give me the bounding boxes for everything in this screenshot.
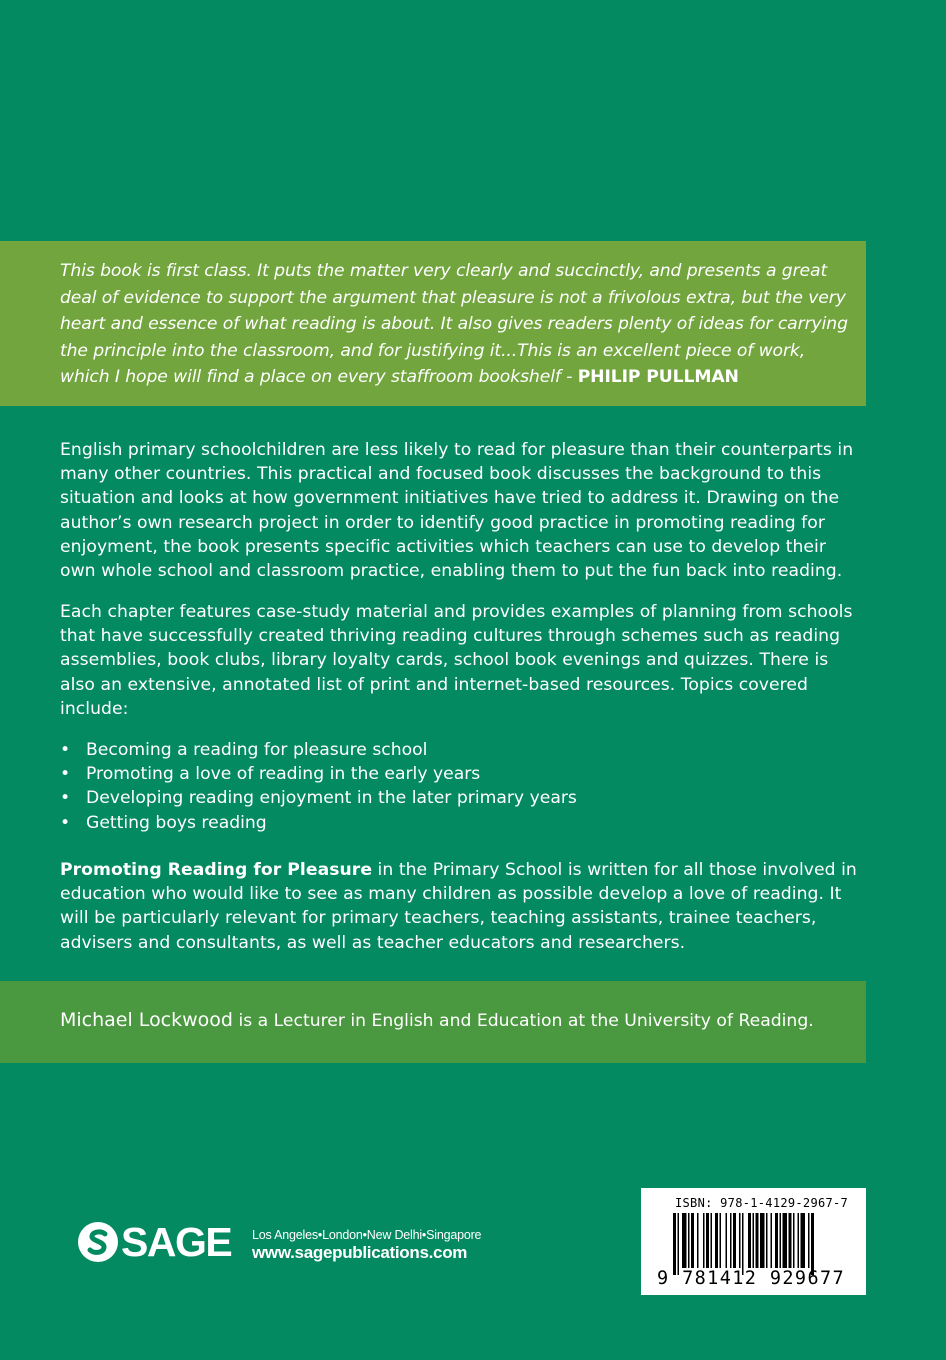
- barcode-bar: [771, 1213, 773, 1268]
- author-bio: [60, 1008, 860, 1033]
- barcode-bar: [783, 1213, 788, 1268]
- list-item: [60, 738, 860, 762]
- publisher-website: www.sagepublications.com: [252, 1243, 468, 1262]
- description-paragraph-1: English primary schoolchildren are less likely to read for pleasure than their counterparts in many other countries. This practical and focused book discusses the background to this situation and looks at how government initiatives have tried to address it. Drawing on the author’s own research project in order to identify good practice in promoting reading for enjoyment, the book presents specific activities which teachers can use to develop their own whole school and classroom practice, enabling them to put the fun back into reading.: [60, 440, 854, 582]
- author-description: is a Lecturer in English and Education at the University of Reading.: [233, 1011, 814, 1031]
- barcode-bar: [678, 1213, 680, 1275]
- publisher-cities: Los Angeles•London•New Delhi•Singapore: [252, 1228, 482, 1242]
- barcode-bar: [742, 1213, 744, 1275]
- bullet-marker: •: [60, 764, 71, 785]
- barcode-bar: [775, 1213, 778, 1268]
- publisher-imprint: [252, 1227, 481, 1263]
- description-paragraph-2: Each chapter features case-study material and provides examples of planning from schools that have successfully created thriving reading cultures through schemes such as reading assemblies, book clubs, library loyalty cards, school book evenings and quizzes. There is also an extensive, annotated list of print and internet-based resources. Topics covered include:: [60, 602, 853, 719]
- barcode-bar: [789, 1213, 792, 1268]
- author-name: Michael Lockwood: [60, 1009, 233, 1031]
- topic-label: Promoting a love of reading in the early years: [86, 764, 481, 785]
- description-paragraph-3: [60, 858, 860, 955]
- list-item: [60, 786, 860, 810]
- sage-logo-text: SAGE: [121, 1219, 232, 1265]
- book-title-bold: Promoting Reading for Pleasure: [60, 860, 373, 880]
- barcode-digits: 9 781412 929677: [657, 1268, 846, 1289]
- barcode-bar: [715, 1213, 718, 1268]
- topic-label: Getting boys reading: [86, 812, 267, 833]
- audience-text: in the Primary School is written for all those involved in education who would like to see as many children as possible develop a love of reading. It will be particularly relevant for primary teachers, teaching assistants, trainee teachers, advisers and consultants, as well as teacher educators and researchers.: [60, 860, 857, 953]
- bullet-marker: •: [60, 788, 71, 809]
- barcode-bar: [726, 1213, 728, 1268]
- barcode-bar: [753, 1213, 755, 1268]
- sage-s-icon: [78, 1222, 118, 1262]
- barcode-bar: [673, 1213, 676, 1275]
- sage-logo: [78, 1220, 231, 1264]
- barcode-box: [641, 1188, 866, 1295]
- barcode-bar: [739, 1213, 741, 1268]
- barcode-bar: [733, 1213, 736, 1268]
- quote-author: PHILIP PULLMAN: [577, 367, 739, 388]
- barcode-bar: [798, 1213, 800, 1268]
- barcode-bar: [720, 1213, 722, 1268]
- barcode-bar: [808, 1213, 810, 1268]
- list-item: [60, 762, 860, 786]
- quote-body: This book is first class. It puts the matter very clearly and succinctly, and presents a great deal of evidence to support the argument that pleasure is not a frivolous extra, but the very heart and essence of what reading is about. It also gives readers plenty of ideas for carrying the principle into the classroom, and for justifying it...This is an excellent piece of work, which I hope will find a place on every staffroom bookshelf: [60, 261, 848, 388]
- barcode-bar: [801, 1213, 806, 1268]
- isbn-label: ISBN: 978-1-4129-2967-7: [675, 1196, 849, 1210]
- barcode-bar: [793, 1213, 795, 1268]
- topics-list: [60, 738, 860, 835]
- barcode-bar: [748, 1213, 751, 1268]
- barcode-bar: [703, 1213, 705, 1268]
- list-item: [60, 811, 860, 835]
- barcode-bar: [730, 1213, 732, 1268]
- barcode-bar: [760, 1213, 765, 1268]
- topic-label: Developing reading enjoyment in the later primary years: [86, 788, 577, 809]
- barcode-bar: [691, 1213, 694, 1268]
- barcode-bar: [756, 1213, 759, 1268]
- barcode-bar: [688, 1213, 690, 1268]
- barcode-bar: [811, 1213, 814, 1275]
- quote-dash: -: [560, 367, 578, 388]
- barcode-bar: [711, 1213, 713, 1268]
- barcode-bar: [697, 1213, 699, 1268]
- topic-label: Becoming a reading for pleasure school: [86, 740, 428, 760]
- bullet-marker: •: [60, 740, 71, 760]
- barcode-bar: [706, 1213, 709, 1268]
- barcode-bar: [780, 1213, 782, 1268]
- endorsement-quote: [60, 258, 860, 391]
- bullet-marker: •: [60, 812, 71, 833]
- barcode-bar: [682, 1213, 687, 1268]
- barcode-bar: [766, 1213, 768, 1268]
